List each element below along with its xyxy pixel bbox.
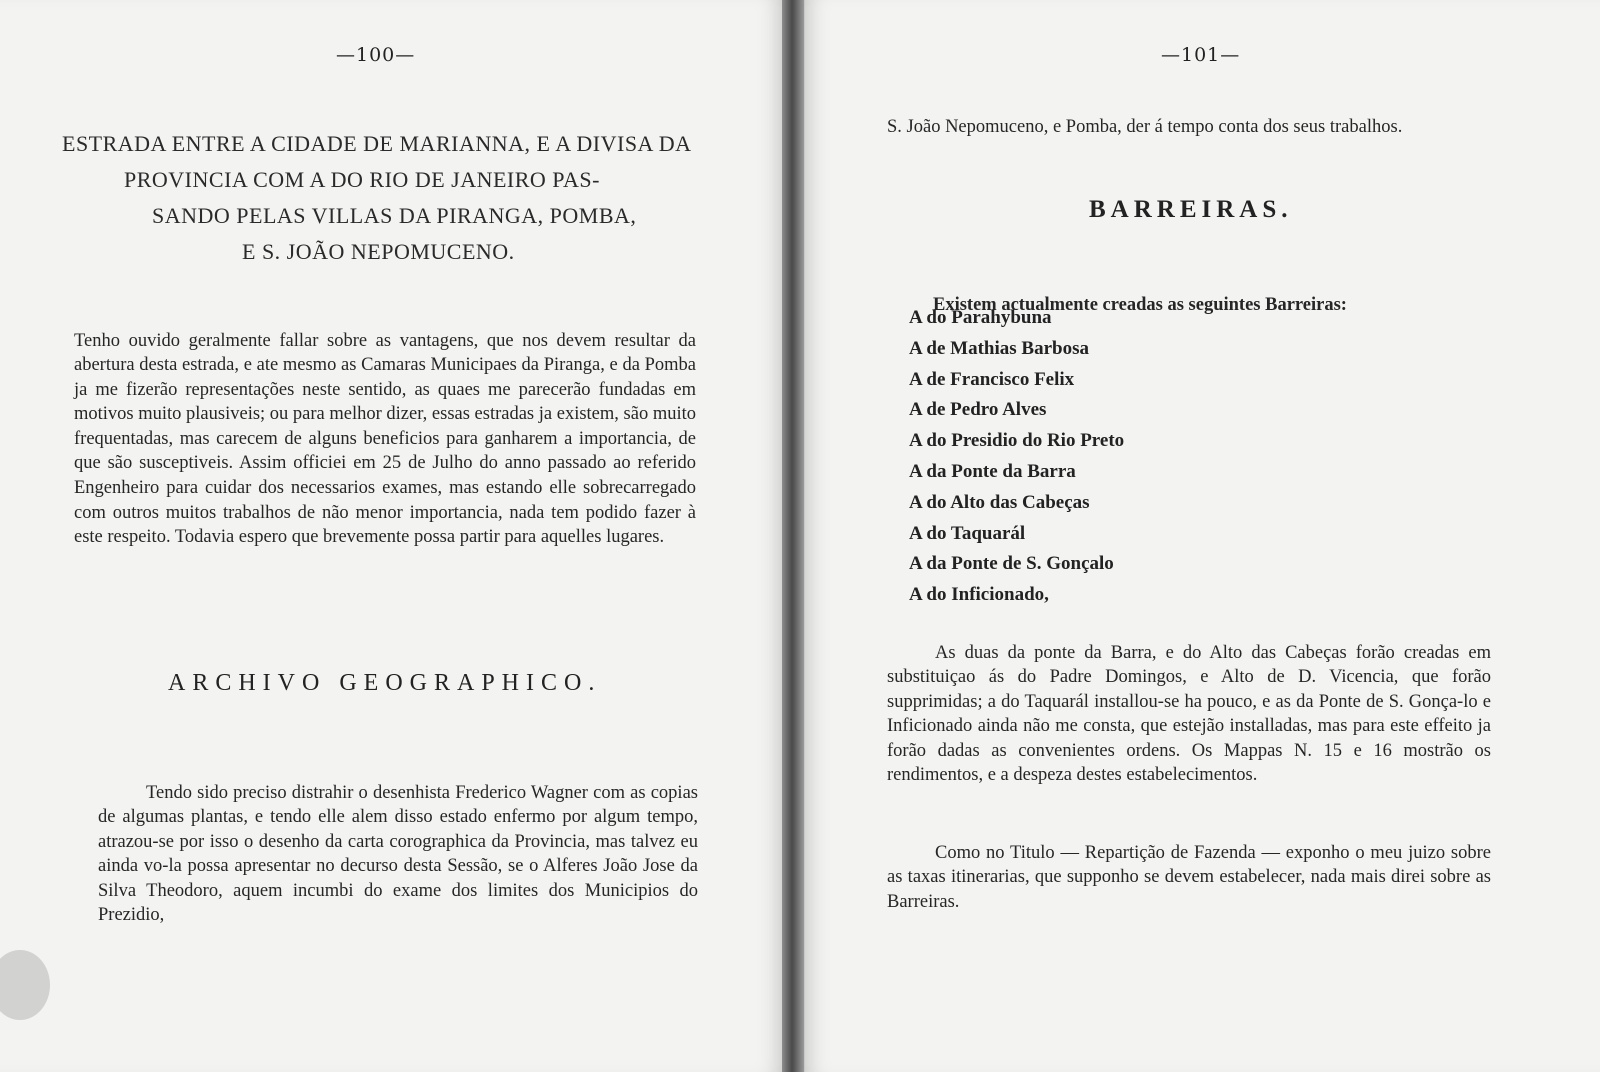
barreiras-list: [909, 303, 1124, 611]
body-paragraph: As duas da ponte da Barra, e do Alto das Cabeças forão creadas em substituiçao ás do Padre Domingos, e Alto de D. Vicencia, que forão supprimidas; a do Taquarál installou-se ha pouco, e as da Ponte de S. Gonça-lo e Inficionado ainda não me consta, que estejão installadas, mas para este effeito ja forão dadas as convenientes ordens. Os Mappas N. 15 e 16 mostrão os rendimentos, e a despeza destes estabelecimentos.: [887, 642, 1491, 786]
list-item: A de Mathias Barbosa: [909, 337, 1089, 359]
list-item: A do Inficionado,: [909, 584, 1049, 606]
body-paragraph: Como no Titulo — Repartição de Fazenda — exponho o meu juizo sobre as taxas itinerarias, que supponho se devem estabelecer, nada mais direi sobre as Barreiras.: [887, 842, 1491, 912]
page-number: —101—: [1161, 44, 1241, 66]
continuation-text: S. João Nepomuceno, e Pomba, der á tempo conta dos seus trabalhos.: [887, 116, 1403, 137]
list-item: A de Francisco Felix: [909, 368, 1075, 390]
title-line: PROVINCIA COM A DO RIO DE JANEIRO PAS-: [124, 167, 600, 192]
section-heading: ARCHIVO GEOGRAPHICO.: [168, 670, 602, 696]
list-item: A do Presidio do Rio Preto: [909, 430, 1125, 452]
list-item: A do Parahybuna: [909, 307, 1052, 328]
list-item: A do Alto das Cabeças: [909, 491, 1090, 513]
list-item: A de Pedro Alves: [909, 399, 1047, 421]
title-line: SANDO PELAS VILLAS DA PIRANGA, POMBA,: [152, 203, 637, 228]
right-page: [804, 0, 1600, 1072]
paper-stain: [0, 950, 50, 1020]
body-paragraph: Tenho ouvido geralmente fallar sobre as vantagens, que nos devem resultar da abertura desta estrada, e ate mesmo as Camaras Municipaes da Piranga, e da Pomba ja me fizerão representações neste sentido, as quaes me parecerão fundadas em motivos muito plausiveis; ou para melhor dizer, essas estradas ja existem, são muito frequentadas, mas carecem de alguns beneficios para ganharem a importancia, de que são susceptiveis. Assim officiei em 25 de Julho do anno passado ao referido Engenheiro para cuidar dos necessarios exames, mas estando elle sobrecarregado com outros muitos trabalhos de não menor importancia, nada tem podido fazer à este respeito. Todavia espero que brevemente possa partir para aquelles lugares.: [74, 330, 696, 548]
list-item: A da Ponte da Barra: [909, 460, 1076, 482]
intro-line: Existem actualmente creadas as seguintes Barreiras:: [933, 294, 1347, 315]
left-page: [0, 0, 783, 1072]
book-gutter: [782, 0, 804, 1072]
road-title: [62, 126, 702, 270]
title-line: ESTRADA ENTRE A CIDADE DE MARIANNA, E A DIVISA DA: [62, 131, 692, 156]
body-paragraph: Tendo sido preciso distrahir o desenhista Frederico Wagner com as copias de algumas plantas, e tendo elle alem disso estado enfermo por algum tempo, atrazou-se por isso o desenho da carta corographica da Provincia, mas talvez eu ainda vo-la possa apresentar no decurso desta Sessão, se o Alferes João Jose da Silva Theodoro, aquem incumbi do exame dos limites dos Municipios do Prezidio,: [98, 782, 698, 926]
list-item: A da Ponte de S. Gonçalo: [909, 553, 1114, 575]
list-item: A do Taquarál: [909, 522, 1026, 544]
section-heading: BARREIRAS.: [1089, 196, 1293, 223]
page-number: —100—: [336, 44, 416, 66]
title-line: E S. JOÃO NEPOMUCENO.: [242, 239, 515, 264]
